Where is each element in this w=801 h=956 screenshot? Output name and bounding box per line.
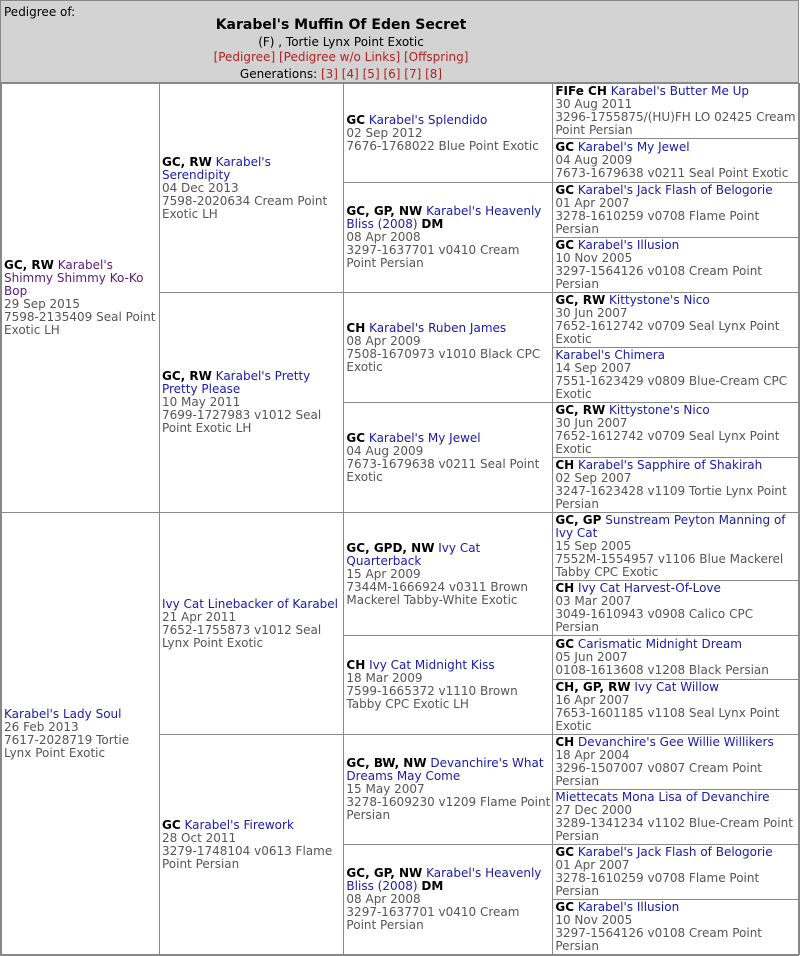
cat-birth-date: 02 Sep 2012: [346, 125, 423, 140]
cat-title: GC, GP, NW: [346, 866, 423, 880]
cat-title: GC: [555, 238, 574, 252]
cat-title: GC: [555, 140, 574, 154]
cat-name-link[interactable]: Karabel's Heavenly Bliss (2008): [346, 866, 542, 893]
cat-birth-date: 30 Aug 2011: [555, 97, 633, 111]
cat-subtitle: (F) , Tortie Lynx Point Exotic: [258, 35, 424, 49]
cat-name-link[interactable]: Karabel's Shimmy Shimmy Ko-Ko Bop: [4, 258, 144, 298]
cat-birth-date: 14 Sep 2007: [555, 361, 632, 375]
cat-title: GC: [555, 845, 574, 859]
pedigree-cell-gen4: [553, 348, 800, 403]
offspring-link[interactable]: [Offspring]: [404, 50, 469, 64]
cat-registration-info: 3296-1755875/(HU)FH LO 02425 Cream Point Persian: [555, 110, 796, 137]
cat-registration-info: 7344M-1666924 v0311 Brown Mackerel Tabby-White Exotic: [346, 579, 529, 607]
pedigree-cell-gen2: [159, 293, 343, 513]
pedigree-cell-gen2: [159, 513, 343, 735]
pedigree-cell-gen4: [553, 735, 800, 790]
cat-birth-date: 21 Apr 2011: [161, 609, 237, 624]
cat-title: FIFe CH: [555, 84, 607, 98]
pedigree-cell-gen2: [159, 84, 343, 293]
cat-title: GC, BW, NW: [346, 756, 427, 770]
cat-registration-info: 3289-1341234 v1102 Blue-Cream Point Persian: [555, 816, 793, 843]
cat-title: GC, RW: [4, 258, 54, 272]
view-links: [1, 50, 681, 64]
cat-title: GC: [346, 112, 366, 127]
cat-title: GC: [555, 637, 574, 651]
cat-name-link[interactable]: Karabel's Jack Flash of Belogorie: [577, 183, 773, 197]
cat-name-link[interactable]: Karabel's Illusion: [577, 238, 680, 252]
cat-name-link[interactable]: Karabel's Butter Me Up: [610, 84, 750, 98]
cat-registration-info: 3049-1610943 v0908 Calico CPC Persian: [555, 607, 754, 634]
cat-birth-date: 27 Dec 2000: [555, 803, 633, 817]
pedigree-cell-gen3: [344, 183, 553, 293]
cat-birth-date: 08 Apr 2009: [346, 333, 421, 348]
cat-name-link[interactable]: Kittystone's Nico: [609, 293, 710, 307]
pedigree-of-label: Pedigree of:: [4, 5, 76, 19]
cat-registration-info: 3296-1507007 v0807 Cream Point Persian: [555, 761, 763, 788]
cat-birth-date: 08 Apr 2008: [346, 892, 421, 906]
pedigree-cell-gen4: [553, 680, 800, 735]
pedigree-cell-gen3: [344, 403, 553, 513]
cat-birth-date: 16 Apr 2007: [555, 693, 630, 707]
pedigree-row: [2, 84, 800, 139]
cat-birth-date: 30 Jun 2007: [555, 306, 628, 320]
cat-registration-info: 3278-1610259 v0708 Flame Point Persian: [555, 871, 760, 898]
cat-birth-date: 10 May 2011: [161, 395, 241, 409]
pedigree-cell-gen3: [344, 845, 553, 955]
pedigree-header: [1, 1, 798, 83]
cat-title: CH: [555, 581, 575, 595]
pedigree-cell-gen3: [344, 293, 553, 403]
cat-registration-info: 7673-1679638 v0211 Seal Point Exotic: [346, 456, 540, 484]
cat-registration-info: 3279-1748104 v0613 Flame Point Persian: [161, 843, 333, 871]
cat-birth-date: 18 Apr 2004: [555, 748, 630, 762]
cat-registration-info: 7653-1601185 v1108 Seal Lynx Point Exotic: [555, 706, 780, 733]
generations-label: Generations:: [239, 67, 318, 81]
pedigree-cell-gen4: [553, 581, 800, 636]
cat-name-link[interactable]: Ivy Cat Linebacker of Karabel: [161, 596, 339, 611]
cat-birth-date: 08 Apr 2008: [346, 230, 421, 244]
cat-name-link[interactable]: Ivy Cat Quarterback: [346, 540, 481, 568]
cat-registration-info: 3297-1637701 v0410 Cream Point Persian: [346, 243, 520, 270]
pedigree-cell-gen4: [553, 183, 800, 238]
cat-registration-info: 7617-2028719 Tortie Lynx Point Exotic: [4, 732, 130, 760]
pedigree-cell-gen4: [553, 636, 800, 680]
cat-name-link[interactable]: Ivy Cat Harvest-Of-Love: [578, 581, 721, 595]
generations-8-link[interactable]: [8]: [425, 67, 443, 81]
cat-name-link[interactable]: Devanchire's What Dreams May Come: [346, 756, 544, 783]
generations-selector: [1, 67, 681, 81]
cat-title: CH: [346, 658, 366, 672]
cat-name-link[interactable]: Karabel's Pretty Pretty Please: [161, 369, 311, 396]
cat-birth-date: 02 Sep 2007: [555, 471, 632, 485]
cat-birth-date: 15 May 2007: [346, 782, 425, 796]
cat-birth-date: 03 Mar 2007: [555, 594, 632, 608]
cat-registration-info: 7508-1670973 v1010 Black CPC Exotic: [346, 346, 541, 374]
cat-birth-date: 01 Apr 2007: [555, 196, 630, 210]
pedigree-cell-gen4: [553, 900, 800, 955]
pedigree-cell-gen1: [2, 513, 160, 955]
pedigree-cell-gen4: [553, 458, 800, 513]
cat-registration-info: 7599-1665372 v1110 Brown Tabby CPC Exotic LH: [346, 684, 518, 711]
pedigree-cell-gen3: [344, 513, 553, 636]
pedigree-row: [2, 513, 800, 581]
cat-title: GC, RW: [161, 369, 212, 383]
cat-name-link[interactable]: Karabel's Heavenly Bliss (2008): [346, 204, 542, 231]
cat-registration-info: 0108-1613608 v1208 Black Persian: [555, 663, 769, 677]
cat-name-link[interactable]: Karabel's Chimera: [555, 348, 666, 362]
cat-birth-date: 29 Sep 2015: [4, 297, 81, 311]
cat-title: GC: [161, 817, 181, 832]
cat-birth-date: 10 Nov 2005: [555, 251, 633, 265]
pedigree-cell-gen4: [553, 84, 800, 139]
pedigree-cell-gen1: [2, 84, 160, 513]
pedigree-cell-gen4: [553, 403, 800, 458]
cat-registration-info: 3278-1610259 v0708 Flame Point Persian: [555, 209, 760, 236]
pedigree-cell-gen4: [553, 293, 800, 348]
cat-registration-info: 7676-1768022 Blue Point Exotic: [346, 138, 539, 153]
cat-registration-info: 7598-2020634 Cream Point Exotic LH: [161, 193, 328, 221]
pedigree-cell-gen4: [553, 845, 800, 900]
cat-registration-info: 7652-1755873 v1012 Seal Lynx Point Exotic: [161, 622, 322, 650]
pedigree-cell-gen4: [553, 238, 800, 293]
generations-7-link[interactable]: [7]: [404, 67, 422, 81]
cat-registration-info: 7673-1679638 v0211 Seal Point Exotic: [555, 166, 789, 180]
cat-registration-info: 7699-1727983 v1012 Seal Point Exotic LH: [161, 408, 322, 435]
cat-name-link[interactable]: Karabel's Illusion: [577, 900, 680, 914]
cat-title: GC, RW: [161, 154, 212, 169]
cat-birth-date: 15 Sep 2005: [555, 539, 632, 553]
cat-name-link[interactable]: Karabel's Firework: [184, 817, 294, 832]
cat-birth-date: 01 Apr 2007: [555, 858, 630, 872]
cat-title: GC, GPD, NW: [346, 540, 435, 555]
cat-birth-date: 10 Nov 2005: [555, 913, 633, 927]
cat-registration-info: 7551-1623429 v0809 Blue-Cream CPC Exotic: [555, 374, 788, 401]
cat-name-link[interactable]: Ivy Cat Midnight Kiss: [369, 658, 495, 672]
cat-title: GC: [346, 430, 366, 445]
pedigree-cell-gen4: [553, 139, 800, 183]
cat-name-link[interactable]: Karabel's Jack Flash of Belogorie: [577, 845, 773, 859]
cat-registration-info: 3297-1564126 v0108 Cream Point Persian: [555, 264, 763, 291]
pedigree-cell-gen3: [344, 636, 553, 735]
cat-title: CH: [555, 735, 575, 749]
cat-name-link[interactable]: Karabel's Splendido: [368, 112, 488, 127]
cat-name-link[interactable]: Miettecats Mona Lisa of Devanchire: [555, 790, 770, 804]
cat-birth-date: 15 Apr 2009: [346, 566, 421, 581]
cat-name-link[interactable]: Kittystone's Nico: [609, 403, 710, 417]
pedigree-cell-gen2: [159, 735, 343, 955]
cat-birth-date: 26 Feb 2013: [4, 719, 79, 734]
cat-title: GC: [555, 183, 574, 197]
cat-title: GC: [555, 900, 574, 914]
generations-6-link[interactable]: [6]: [383, 67, 401, 81]
cat-registration-info: 7552M-1554957 v1106 Blue Mackerel Tabby CPC Exotic: [555, 552, 784, 579]
cat-name-link[interactable]: Karabel's Sapphire of Shakirah: [578, 458, 763, 472]
cat-title: CH, GP, RW: [555, 680, 631, 694]
pedigree-table: [1, 83, 800, 955]
cat-name: Karabel's Muffin Of Eden Secret: [215, 17, 467, 33]
cat-name-link[interactable]: Karabel's Lady Soul: [4, 706, 122, 721]
pedigree-cell-gen3: [344, 735, 553, 845]
cat-suffix: DM: [421, 879, 444, 893]
cat-title: GC, GP: [555, 513, 602, 527]
cat-birth-date: 18 Mar 2009: [346, 671, 423, 685]
cat-registration-info: 3247-1623428 v1109 Tortie Lynx Point Persian: [555, 484, 787, 511]
cat-birth-date: 04 Aug 2009: [346, 443, 424, 458]
cat-registration-info: 7598-2135409 Seal Point Exotic LH: [4, 310, 156, 337]
pedigree-cell-gen3: [344, 84, 553, 183]
cat-name-link[interactable]: Karabel's My Jewel: [577, 140, 690, 154]
generations-4-link[interactable]: [4]: [341, 67, 359, 81]
cat-birth-date: 30 Jun 2007: [555, 416, 628, 430]
cat-name-link[interactable]: Karabel's My Jewel: [368, 430, 481, 445]
cat-registration-info: 7652-1612742 v0709 Seal Lynx Point Exotic: [555, 319, 780, 346]
cat-name-link[interactable]: Devanchire's Gee Willie Willikers: [578, 735, 774, 749]
generations-3-link[interactable]: [3]: [320, 67, 338, 81]
pedigree-link[interactable]: [Pedigree]: [213, 50, 276, 64]
cat-title: CH: [346, 320, 366, 335]
cat-registration-info: 3278-1609230 v1209 Flame Point Persian: [346, 795, 551, 822]
cat-title: CH: [555, 458, 575, 472]
pedigree-cell-gen4: [553, 790, 800, 845]
cat-name-link[interactable]: Karabel's Serendipity: [161, 154, 271, 182]
cat-title: GC, RW: [555, 403, 606, 417]
cat-suffix: DM: [421, 217, 444, 231]
cat-birth-date: 04 Dec 2013: [161, 180, 239, 195]
cat-registration-info: 3297-1564126 v0108 Cream Point Persian: [555, 926, 763, 953]
cat-title: GC, RW: [555, 293, 606, 307]
cat-registration-info: 3297-1637701 v0410 Cream Point Persian: [346, 905, 520, 932]
cat-birth-date: 05 Jun 2007: [555, 650, 628, 664]
cat-name-link[interactable]: Ivy Cat Willow: [634, 680, 719, 694]
cat-name-link[interactable]: Carismatic Midnight Dream: [577, 637, 742, 651]
pedigree-cell-gen4: [553, 513, 800, 581]
cat-name-link[interactable]: Karabel's Ruben James: [369, 320, 507, 335]
cat-registration-info: 7652-1612742 v0709 Seal Lynx Point Exotic: [555, 429, 780, 456]
generations-5-link[interactable]: [5]: [362, 67, 380, 81]
cat-birth-date: 04 Aug 2009: [555, 153, 633, 167]
cat-name-link[interactable]: Sunstream Peyton Manning of Ivy Cat: [555, 513, 786, 540]
cat-title: GC, GP, NW: [346, 204, 423, 218]
cat-birth-date: 28 Oct 2011: [161, 830, 237, 845]
pedigree-without-links-link[interactable]: [Pedigree w/o Links]: [278, 50, 401, 64]
